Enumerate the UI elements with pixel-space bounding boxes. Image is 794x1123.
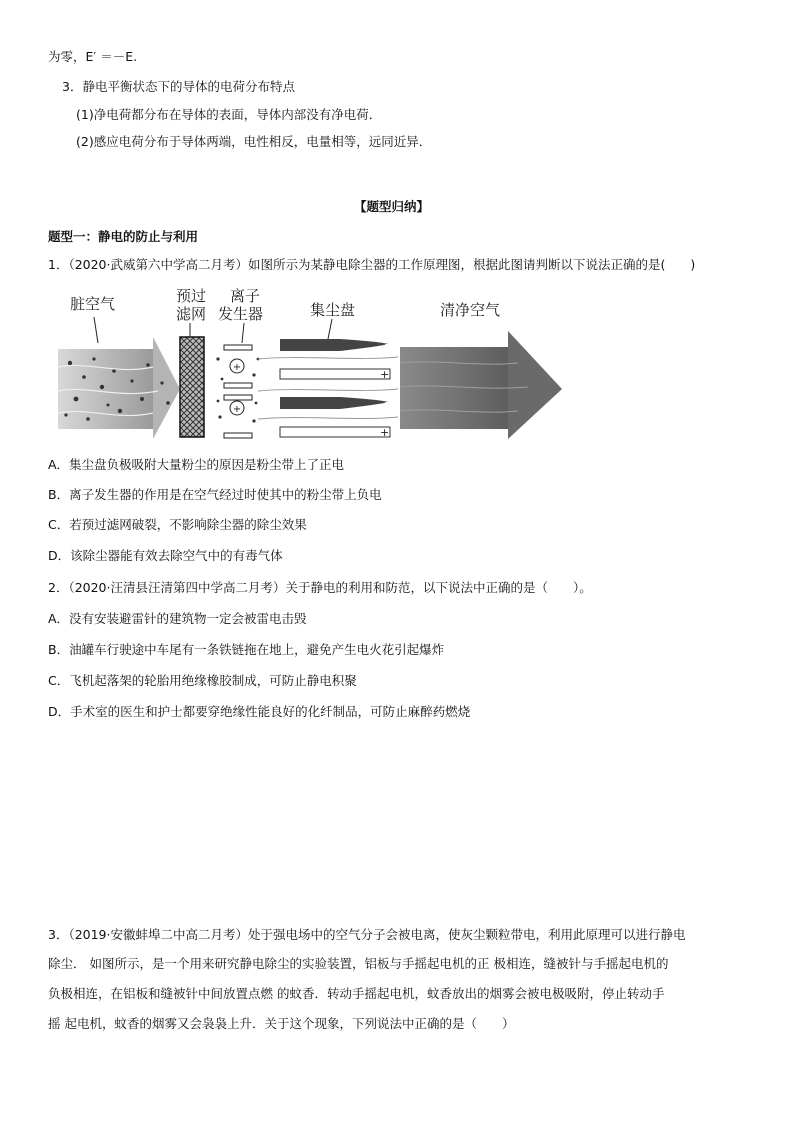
label-clean-air: 清净空气 [440,301,501,319]
ion-generator [216,345,259,438]
q1-option-a: A．集尘盘负极吸附大量粉尘的原因是粉尘带上了正电 [48,457,345,472]
collector-plus-1: + [380,368,390,381]
collector-minus-1: − [384,338,394,351]
collector-minus-2: − [384,396,394,409]
electrostatic-precipitator-figure [58,287,568,439]
precipitator-diagram [58,287,568,439]
q2-option-b: B．油罐车行驶途中车尾有一条铁链拖在地上，避免产生电火花引起爆炸 [48,642,445,657]
label-ion-generator-line1: 离子 [230,287,261,305]
intro-line: 为零，E′ ＝－E. [48,49,138,64]
question-3-line4: 摇 起电机，蚊香的烟雾又会袅袅上升．关于这个现象，下列说法中正确的是（ ） [48,1016,515,1031]
ion-plus-sign-2: + [232,404,242,415]
q2-option-c: C．飞机起落架的轮胎用绝缘橡胶制成，可防止静电积聚 [48,673,357,688]
prefilter-mesh [180,337,204,437]
point-2: (2)感应电荷分布于导体两端，电性相反，电量相等，远同近异． [76,134,432,149]
collector-plates [258,338,398,439]
question-3-line2: 除尘． 如图所示，是一个用来研究静电除尘的实验装置，铝板与手摇起电机的正 极相连，缝被针与手摇起电机的 [48,956,669,971]
question-2-stem: 2．（2020·汪清县汪清第四中学高二月考）关于静电的利用和防范，以下说法中正确的是（ ）。 [48,580,592,595]
q1-option-b: B．离子发生器的作用是在空气经过时使其中的粉尘带上负电 [48,487,382,502]
q1-option-c: C．若预过滤网破裂，不影响除尘器的除尘效果 [48,517,307,532]
dirty-air-arrow [58,337,180,439]
label-prefilter-line2: 滤网 [176,305,207,323]
collector-plus-2: + [380,426,390,439]
label-collector: 集尘盘 [310,301,356,319]
label-prefilter-line1: 预过 [176,287,207,305]
question-3-line3: 负极相连，在铝板和缝被针中间放置点燃 的蚊香．转动手摇起电机，蚊香放出的烟雾会被电极吸附，停止转动手 [48,986,665,1001]
question-1-stem: 1．（2020·武威第六中学高二月考）如图所示为某静电除尘器的工作原理图，根据此图请判断以下说法正确的是( ) [48,257,696,272]
clean-air-arrow [400,331,562,439]
label-ion-generator-line2: 发生器 [218,305,264,323]
q1-option-d: D．该除尘器能有效去除空气中的有毒气体 [48,548,283,563]
question-type-heading: 题型一：静电的防止与利用 [48,229,199,244]
q2-option-a: A．没有安装避雷针的建筑物一定会被雷电击毁 [48,611,307,626]
section-title: 【题型归纳】 [354,199,430,214]
label-dirty-air: 脏空气 [70,295,116,313]
question-3-line1: 3．（2019·安徽蚌埠二中高二月考）处于强电场中的空气分子会被电离，使灰尘颗粒带电，利用此原理可以进行静电 [48,927,686,942]
point-1: (1)净电荷都分布在导体的表面，导体内部没有净电荷． [76,107,382,122]
q2-option-d: D．手术室的医生和护士都要穿绝缘性能良好的化纤制品，可防止麻醉药燃烧 [48,704,471,719]
ion-plus-sign-1: + [232,362,242,373]
section-heading-3: 3．静电平衡状态下的导体的电荷分布特点 [62,79,295,94]
